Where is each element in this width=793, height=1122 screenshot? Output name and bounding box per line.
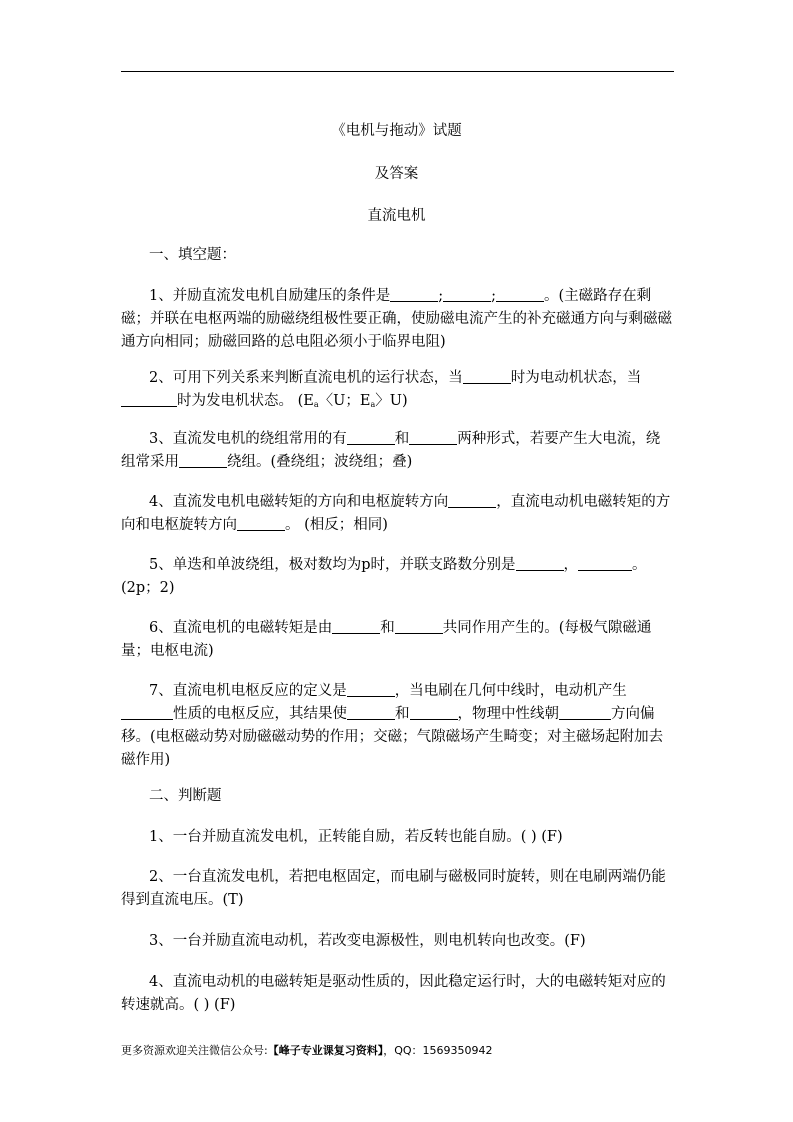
chapter-title: 直流电机 (367, 208, 426, 224)
fill-question-5: 5、单迭和单波绕组，极对数均为p时，并联支路数分别是 ， 。(2p；2) (121, 557, 647, 596)
header-rule (121, 71, 674, 72)
answer-blank (347, 705, 395, 720)
answer-blank (347, 430, 395, 445)
doc-title: 《电机与拖动》试题 (331, 123, 462, 139)
answer-blank (332, 619, 380, 634)
judge-question-4: 4、直流电动机的电磁转矩是驱动性质的，因此稳定运行时，大的电磁转矩对应的转速就高。( ) (F) (121, 974, 666, 1013)
answer-blank (121, 392, 177, 407)
answer-blank (496, 287, 544, 302)
answer-blank (390, 287, 438, 302)
answer-blank (179, 453, 227, 468)
fill-question-1: 1、并励直流发电机自励建压的条件是 ; ; 。(主磁路存在剩磁；并联在电枢两端的励磁绕组极性要正确，使励磁电流产生的补充磁通方向与剩磁磁通方向相同；励磁回路的总电阻必须小于临界电阻) (121, 288, 672, 350)
section1-heading: 一、填空题： (149, 247, 236, 263)
answer-blank (237, 516, 285, 531)
answer-blank (463, 369, 511, 384)
answer-blank (578, 556, 632, 571)
fill-question-2: 2、可用下列关系来判断直流电机的运行状态，当 时为电动机状态，当时为发电机状态。 ($E_a$〈U；$E_a$〉U) (121, 367, 674, 416)
answer-blank (395, 619, 443, 634)
judge-question-3: 3、一台并励直流电动机，若改变电源极性，则电机转向也改变。(F) (149, 933, 586, 949)
doc-subtitle: 及答案 (374, 166, 419, 182)
section2-heading: 二、判断题 (149, 788, 222, 804)
fill-question-4: 4、直流发电机电磁转矩的方向和电枢旋转方向 ，直流电动机电磁转矩的方向和电枢旋转方向 。 (相反；相同) (121, 494, 671, 533)
answer-blank (121, 705, 173, 720)
footer-note: 更多资源欢迎关注微信公众号:【峰子专业课复习资料】，QQ：1569350942 (121, 1044, 493, 1057)
fill-question-6: 6、直流电机的电磁转矩是由 和 共同作用产生的。(每极气隙磁通量；电枢电流) (121, 620, 652, 659)
answer-blank (347, 682, 395, 697)
judge-question-1: 1、一台并励直流发电机，正转能自励，若反转也能自励。( ) (F) (149, 829, 563, 845)
answer-blank (410, 705, 458, 720)
answer-blank (559, 705, 611, 720)
answer-blank (516, 556, 564, 571)
answer-blank (443, 287, 491, 302)
fill-question-3: 3、直流发电机的绕组常用的有 和 两种形式，若要产生大电流，绕组常采用 绕组。(叠绕组；波绕组；叠) (121, 431, 661, 470)
fill-question-7: 7、直流电机电枢反应的定义是 ，当电刷在几何中线时，电动机产生性质的电枢反应，其结果使 和 ，物理中性线朝 方向偏移。(电枢磁动势对励磁磁动势的作用；交磁；气隙磁场产生畸变；对主磁场起附加去磁作用) (121, 683, 664, 768)
answer-blank (448, 493, 496, 508)
answer-blank (409, 430, 457, 445)
judge-question-2: 2、一台直流发电机，若把电枢固定，而电刷与磁极同时旋转，则在电刷两端仍能得到直流电压。(T) (121, 869, 666, 908)
